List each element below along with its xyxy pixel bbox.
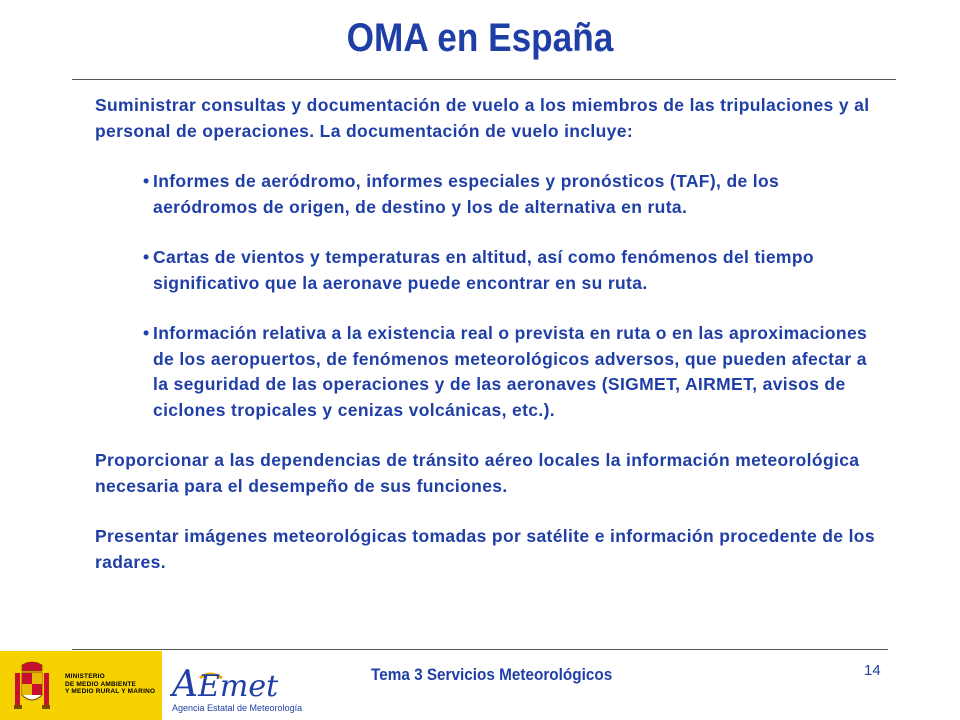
bullet-item-1: [143, 169, 885, 220]
page-number: 14: [864, 662, 881, 679]
footer-divider: [72, 649, 888, 650]
slide-title: OMA en España: [346, 16, 614, 60]
course-title: Tema 3 Servicios Meteorológicos: [371, 665, 613, 684]
aemet-subtitle: Agencia Estatal de Meteorología: [172, 703, 303, 713]
ministry-logo-block: [0, 651, 162, 720]
spanish-coat-of-arms-icon: [12, 659, 52, 713]
aemet-logo-letters: Emet: [198, 669, 279, 704]
slide-body: [95, 93, 885, 600]
bullet-text: Informes de aeródromo, informes especiales y pronósticos (TAF), de los aeródromos de origen, de destino y los de alternativa en ruta.: [153, 171, 780, 217]
paragraph-satellite-radar: Presentar imágenes meteorológicas tomadas por satélite e información procedente de los radares.: [95, 526, 875, 572]
aemet-logo-letter-a: A: [172, 664, 198, 705]
bullet-dot: •: [143, 323, 150, 343]
bullet-text: Información relativa a la existencia real o prevista en ruta o en las aproximaciones de los aeropuertos, de fenómenos meteorológicos adversos, que pueden afectar a la seguridad de las operaciones y de las aeronaves (SIGMET, AIRMET, avisos de ciclones tropicales y cenizas volcánicas, etc.).: [153, 323, 868, 420]
ministry-name: MINISTERIO DE MEDIO AMBIENTE Y MEDIO RURAL Y MARINO: [65, 673, 156, 695]
bullet-dot: •: [143, 247, 150, 267]
paragraph-atc-info: Proporcionar a las dependencias de tránsito aéreo locales la información meteorológica necesaria para el desempeño de sus funciones.: [95, 450, 860, 496]
title-divider: [72, 79, 896, 80]
bullet-dot: •: [143, 171, 150, 191]
bullet-item-3: [143, 321, 885, 423]
bullet-item-2: [143, 245, 885, 296]
bullet-text: Cartas de vientos y temperaturas en altitud, así como fenómenos del tiempo significativo que la aeronave puede encontrar en su ruta.: [153, 247, 814, 293]
intro-paragraph: Suministrar consultas y documentación de vuelo a los miembros de las tripulaciones y al personal de operaciones. La documentación de vuelo incluye:: [95, 95, 870, 141]
